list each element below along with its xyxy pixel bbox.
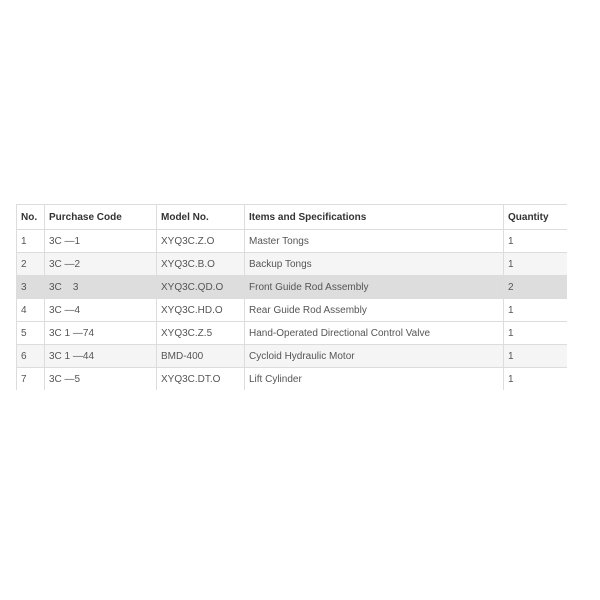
cell-quantity: 1 (504, 322, 568, 345)
cell-item: Cycloid Hydraulic Motor (245, 345, 504, 368)
cell-purchase-code: 3C —1 (45, 230, 157, 253)
cell-quantity: 1 (504, 368, 568, 391)
table-row (17, 322, 568, 345)
cell-purchase-code: 3C —2 (45, 253, 157, 276)
cell-model-no: XYQ3C.DT.O (157, 368, 245, 391)
table-row (17, 230, 568, 253)
cell-model-no: XYQ3C.Z.5 (157, 322, 245, 345)
table-row (17, 345, 568, 368)
cell-item: Master Tongs (245, 230, 504, 253)
cell-no: 6 (17, 345, 45, 368)
cell-no: 3 (17, 276, 45, 299)
table-header-row (17, 205, 568, 230)
cell-purchase-code: 3C 1 —44 (45, 345, 157, 368)
cell-item: Backup Tongs (245, 253, 504, 276)
cell-purchase-code: 3C —5 (45, 368, 157, 391)
cell-purchase-code: 3C —4 (45, 299, 157, 322)
cell-purchase-code: 3C 3 (45, 276, 157, 299)
cell-item: Front Guide Rod Assembly (245, 276, 504, 299)
cell-no: 2 (17, 253, 45, 276)
header-items-specifications: Items and Specifications (245, 205, 504, 230)
cell-purchase-code: 3C 1 —74 (45, 322, 157, 345)
cell-item: Hand-Operated Directional Control Valve (245, 322, 504, 345)
header-model-no: Model No. (157, 205, 245, 230)
cell-quantity: 1 (504, 230, 568, 253)
table-row (17, 253, 568, 276)
cell-item: Lift Cylinder (245, 368, 504, 391)
table-row (17, 299, 568, 322)
cell-model-no: XYQ3C.QD.O (157, 276, 245, 299)
cell-quantity: 1 (504, 345, 568, 368)
cell-model-no: XYQ3C.B.O (157, 253, 245, 276)
table-row (17, 276, 568, 299)
parts-table (16, 204, 567, 390)
cell-model-no: XYQ3C.Z.O (157, 230, 245, 253)
cell-model-no: XYQ3C.HD.O (157, 299, 245, 322)
cell-no: 5 (17, 322, 45, 345)
cell-no: 7 (17, 368, 45, 391)
header-purchase-code: Purchase Code (45, 205, 157, 230)
header-no: No. (17, 205, 45, 230)
cell-item: Rear Guide Rod Assembly (245, 299, 504, 322)
cell-quantity: 1 (504, 253, 568, 276)
cell-model-no: BMD-400 (157, 345, 245, 368)
cell-no: 4 (17, 299, 45, 322)
parts-table-container (16, 204, 567, 390)
cell-quantity: 2 (504, 276, 568, 299)
cell-no: 1 (17, 230, 45, 253)
cell-quantity: 1 (504, 299, 568, 322)
table-row (17, 368, 568, 391)
header-quantity: Quantity (504, 205, 568, 230)
